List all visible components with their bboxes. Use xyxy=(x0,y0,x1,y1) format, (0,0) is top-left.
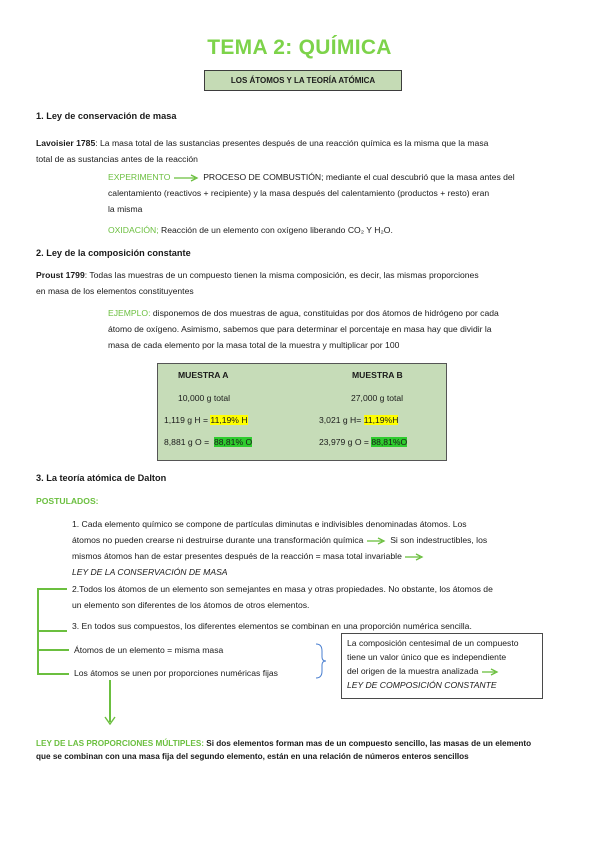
experiment-label: EXPERIMENTO xyxy=(108,172,171,182)
oxidation-label: OXIDACIÓN; xyxy=(108,225,159,235)
postulate-1 xyxy=(72,516,572,580)
arrow-down-icon xyxy=(104,716,116,726)
example-line2: átomo de oxígeno. Asimismo, sabemos que para determinar el porcentaje en masa hay que dividir la xyxy=(108,324,492,334)
note-line3: del origen de la muestra analizada xyxy=(347,666,479,676)
sample-b-oxygen xyxy=(319,437,407,447)
bullet-fixed-proportions: Los átomos se unen por proporciones numéricas fijas xyxy=(74,668,278,678)
arrow-right-icon xyxy=(366,537,388,545)
composition-note xyxy=(341,633,543,699)
sample-a-hydrogen-pct: 11,19% H xyxy=(210,415,248,425)
postulados-label: POSTULADOS: xyxy=(36,496,99,506)
bracket-b1-line xyxy=(37,649,69,651)
multiple-proportions-line1: Si dos elementos forman mas de un compuesto sencillo, las masas de un elemento xyxy=(204,739,532,748)
arrow-right-icon xyxy=(173,174,201,182)
sample-a-oxygen xyxy=(164,437,252,447)
experiment-line1: PROCESO DE COMBUSTIÓN; mediante el cual descubrió que la masa antes del xyxy=(203,172,515,182)
postulate-1-line2: átomos no pueden crearse ni destruirse durante una transformación química xyxy=(72,535,364,545)
curly-brace-icon xyxy=(314,643,328,679)
sample-b-oxygen-mass: 23,979 g O = xyxy=(319,437,372,447)
sample-a-oxygen-pct: 88,81% O xyxy=(213,437,253,447)
proust-label: Proust 1799 xyxy=(36,270,85,280)
bracket-top-line xyxy=(37,588,67,590)
sample-b-hydrogen-pct: 11,19%H xyxy=(363,415,399,425)
sample-b-total: 27,000 g total xyxy=(351,393,404,403)
section-2-line2: en masa de los elementos constituyentes xyxy=(36,286,194,296)
sample-a-header: MUESTRA A xyxy=(178,370,229,380)
sample-b-oxygen-pct: 88,81%O xyxy=(371,437,408,447)
example-label: EJEMPLO: xyxy=(108,308,151,318)
sample-a-hydrogen xyxy=(164,415,248,425)
section-1-line2: total de as sustancias antes de la reacción xyxy=(36,154,198,164)
sample-a-hydrogen-mass: 1,119 g H = xyxy=(164,415,211,425)
example-line1: disponemos de dos muestras de agua, constituidas por dos átomos de hidrógeno por cada xyxy=(152,308,499,318)
section-2-line1: : Todas las muestras de un compuesto tienen la misma composición, es decir, las mismas proporciones xyxy=(84,270,479,280)
page-title: TEMA 2: QUÍMICA xyxy=(207,36,392,59)
section-1-line1: : La masa total de las sustancias presentes después de una reacción química es la misma que la masa xyxy=(95,138,489,148)
sample-b-hydrogen-mass: 3,021 g H= xyxy=(319,415,364,425)
experiment-block xyxy=(108,169,568,217)
note-line2: tiene un valor único que es independiente xyxy=(347,652,507,662)
bracket-mid-line xyxy=(37,630,67,632)
bullet-same-mass: Átomos de un elemento = misma masa xyxy=(74,645,224,655)
multiple-proportions-label: LEY DE LAS PROPORCIONES MÚLTIPLES: xyxy=(36,739,205,748)
lavoisier-label: Lavoisier 1785 xyxy=(36,138,96,148)
postulate-3: 3. En todos sus compuestos, los diferentes elementos se combinan en una proporción numérica sencilla. xyxy=(72,621,472,631)
section-1-text xyxy=(36,135,566,167)
postulate-1-line2b: Si son indestructibles, los xyxy=(390,535,488,545)
bracket-b2-line xyxy=(37,673,69,675)
oxidation-text: Reacción de un elemento con oxígeno liberando CO₂ Y H₂O. xyxy=(161,225,393,235)
experiment-line2: calentamiento (reactivos + recipiente) y la masa después del calentamiento (productos + resto) eran xyxy=(108,188,490,198)
sample-b-header: MUESTRA B xyxy=(352,370,403,380)
postulate-1-line1: 1. Cada elemento químico se compone de partículas diminutas e indivisibles denominadas átomos. Los xyxy=(72,519,467,529)
section-2-heading: 2. Ley de la composición constante xyxy=(36,248,191,258)
example-block xyxy=(108,305,568,353)
postulate-2 xyxy=(72,581,577,613)
subtitle-box: LOS ÁTOMOS Y LA TEORÍA ATÓMICA xyxy=(204,70,402,91)
section-2-text xyxy=(36,267,566,299)
experiment-line3: la misma xyxy=(108,204,143,214)
postulate-2-line2: un elemento son diferentes de los átomos de otros elementos. xyxy=(72,600,310,610)
sample-a-oxygen-mass: 8,881 g O = xyxy=(164,437,212,447)
sample-a-total: 10,000 g total xyxy=(178,393,231,403)
note-line1: La composición centesimal de un compuesto xyxy=(347,638,519,648)
section-1-heading: 1. Ley de conservación de masa xyxy=(36,111,177,121)
multiple-proportions-line2: que se combinan con una masa fija del segundo elemento, están en una relación de números enteros sencillos xyxy=(36,752,469,761)
note-law: LEY DE COMPOSICIÓN CONSTANTE xyxy=(347,680,497,690)
arrow-right-icon xyxy=(404,553,426,561)
section-3-heading: 3. La teoría atómica de Dalton xyxy=(36,473,167,483)
oxidation-line xyxy=(108,222,393,238)
example-line3: masa de cada elemento por la masa total de la muestra y multiplicar por 100 xyxy=(108,340,400,350)
postulate-1-line3: mismos átomos han de estar presentes después de la reacción = masa total invariable xyxy=(72,551,402,561)
multiple-proportions xyxy=(36,737,576,763)
postulate-2-line1: 2.Todos los átomos de un elemento son semejantes en masa y otras propiedades. No obstante, los átomos de xyxy=(72,584,493,594)
arrow-right-icon xyxy=(481,668,501,676)
sample-b-hydrogen xyxy=(319,415,398,425)
postulate-1-law: LEY DE LA CONSERVACIÓN DE MASA xyxy=(72,567,228,577)
samples-table xyxy=(157,363,447,461)
